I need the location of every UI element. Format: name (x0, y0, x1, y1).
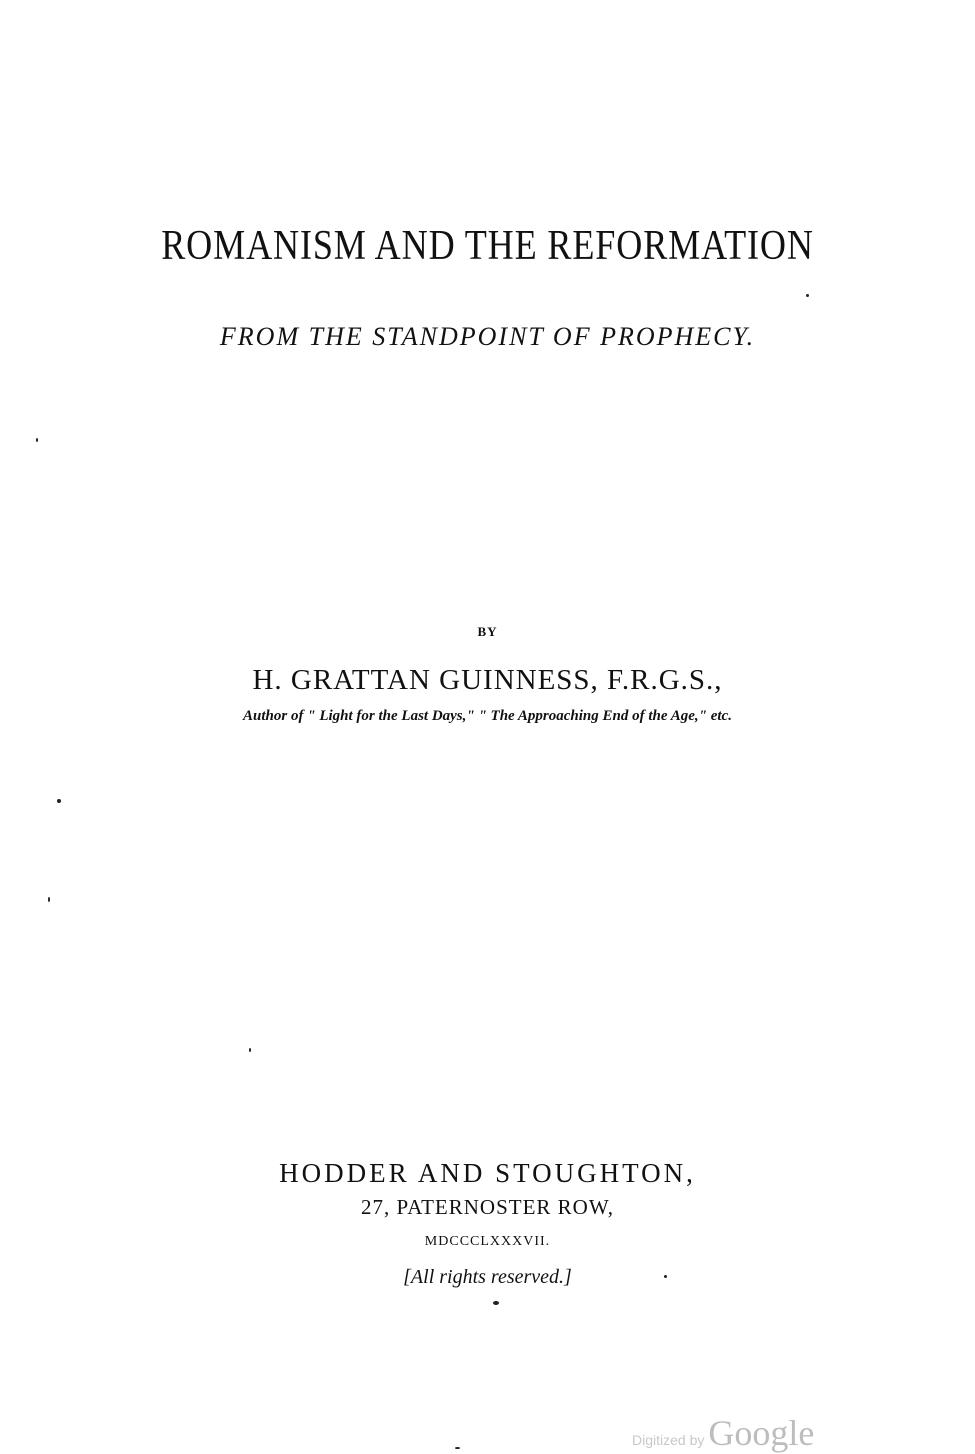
scan-speck (806, 294, 809, 297)
scan-speck (36, 438, 38, 442)
scan-speck (455, 1447, 460, 1449)
digitized-watermark (632, 1412, 814, 1454)
author-name: H. GRATTAN GUINNESS, F.R.G.S., (252, 664, 723, 696)
by-label: BY (477, 624, 498, 639)
watermark-logo: Google (708, 1413, 815, 1453)
publisher-name: HODDER AND STOUGHTON, (279, 1158, 696, 1188)
author-credentials: Author of " Light for the Last Days," " The Approaching End of the Age," etc. (243, 708, 732, 724)
scan-speck (664, 1275, 667, 1278)
publisher-address: 27, PATERNOSTER ROW, (361, 1195, 614, 1219)
book-title: ROMANISM AND THE REFORMATION (161, 223, 814, 269)
scan-speck (249, 1048, 251, 1052)
scan-speck (493, 1301, 499, 1305)
book-subtitle: FROM THE STANDPOINT OF PROPHECY. (219, 322, 756, 351)
rights-notice: [All rights reserved.] (403, 1266, 572, 1288)
watermark-prefix: Digitized by (632, 1432, 705, 1448)
scan-speck (57, 799, 61, 803)
scan-speck (48, 897, 50, 902)
publication-year: MDCCCLXXXVII. (424, 1234, 551, 1249)
